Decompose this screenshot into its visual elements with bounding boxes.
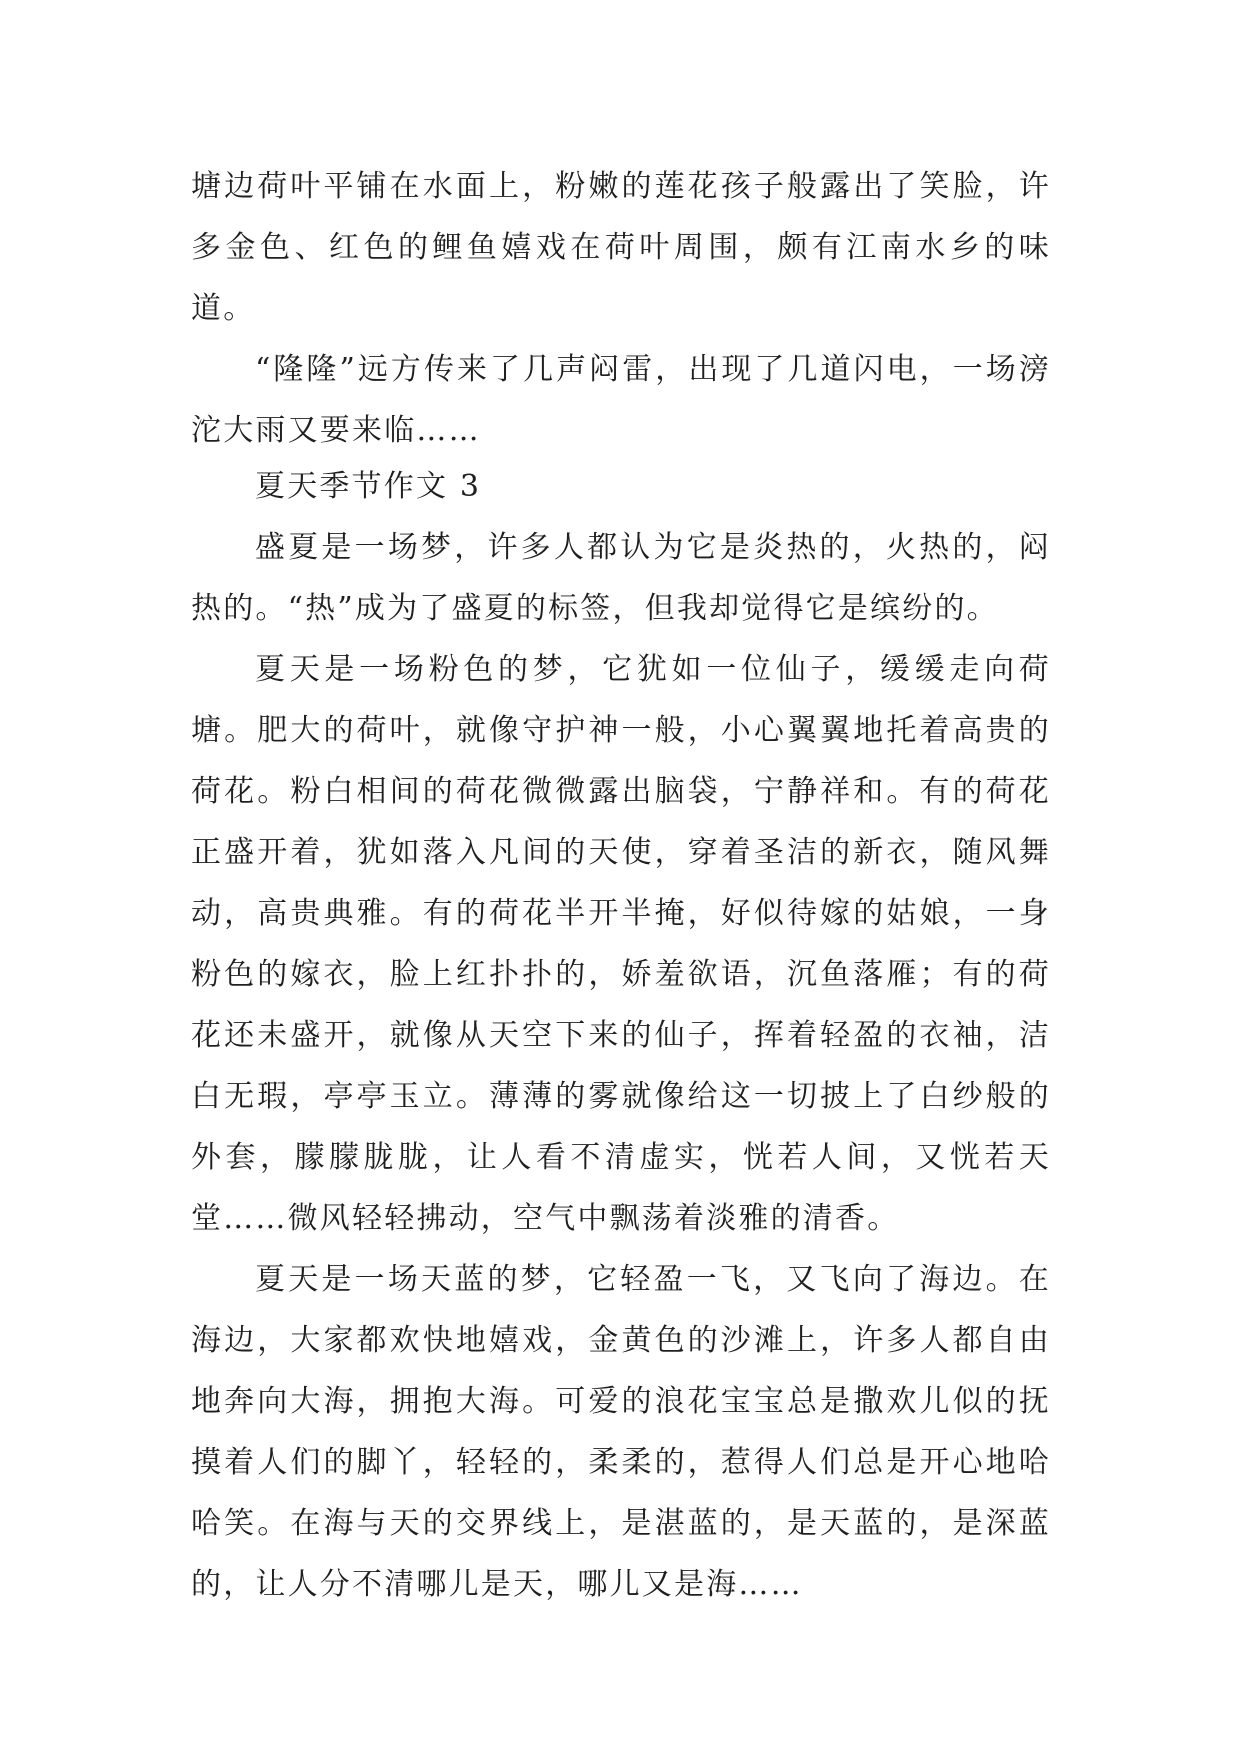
paragraph-blue-dream: 夏天是一场天蓝的梦，它轻盈一飞，又飞向了海边。在海边，大家都欢快地嬉戏，金黄色的沙滩上，许多人都自由地奔向大海，拥抱大海。可爱的浪花宝宝总是撒欢儿似的抚摸着人们的脚丫，轻轻的，柔柔的，惹得人们总是开心地哈哈笑。在海与天的交界线上，是湛蓝的，是天蓝的，是深蓝的，让人分不清哪儿是天，哪儿又是海……	[191, 1262, 1051, 1602]
paragraph-pink-dream: 夏天是一场粉色的梦，它犹如一位仙子，缓缓走向荷塘。肥大的荷叶，就像守护神一般，小心翼翼地托着高贵的荷花。粉白相间的荷花微微露出脑袋，宁静祥和。有的荷花正盛开着，犹如落入凡间的天使，穿着圣洁的新衣，随风舞动，高贵典雅。有的荷花半开半掩，好似待嫁的姑娘，一身粉色的嫁衣，脸上红扑扑的，娇羞欲语，沉鱼落雁；有的荷花还未盛开，就像从天空下来的仙子，挥着轻盈的衣袖，洁白无瑕，亭亭玉立。薄薄的雾就像给这一切披上了白纱般的外套，朦朦胧胧，让人看不清虚实，恍若人间，又恍若天堂……微风轻轻拂动，空气中飘荡着淡雅的清香。	[191, 652, 1051, 1236]
paragraph-pond: 塘边荷叶平铺在水面上，粉嫩的莲花孩子般露出了笑脸，许多金色、红色的鲤鱼嬉戏在荷叶周围，颇有江南水乡的味道。	[191, 169, 1051, 326]
paragraph-thunder: “隆隆”远方传来了几声闷雷，出现了几道闪电，一场滂沱大雨又要来临……	[191, 352, 1051, 448]
text-block-section	[191, 456, 1051, 1615]
section-title: 夏天季节作文 3	[255, 469, 482, 504]
text-block-top	[191, 156, 1051, 461]
paragraph-midsummer: 盛夏是一场梦，许多人都认为它是炎热的，火热的，闷热的。“热”成为了盛夏的标签，但我却觉得它是缤纷的。	[191, 530, 1051, 626]
